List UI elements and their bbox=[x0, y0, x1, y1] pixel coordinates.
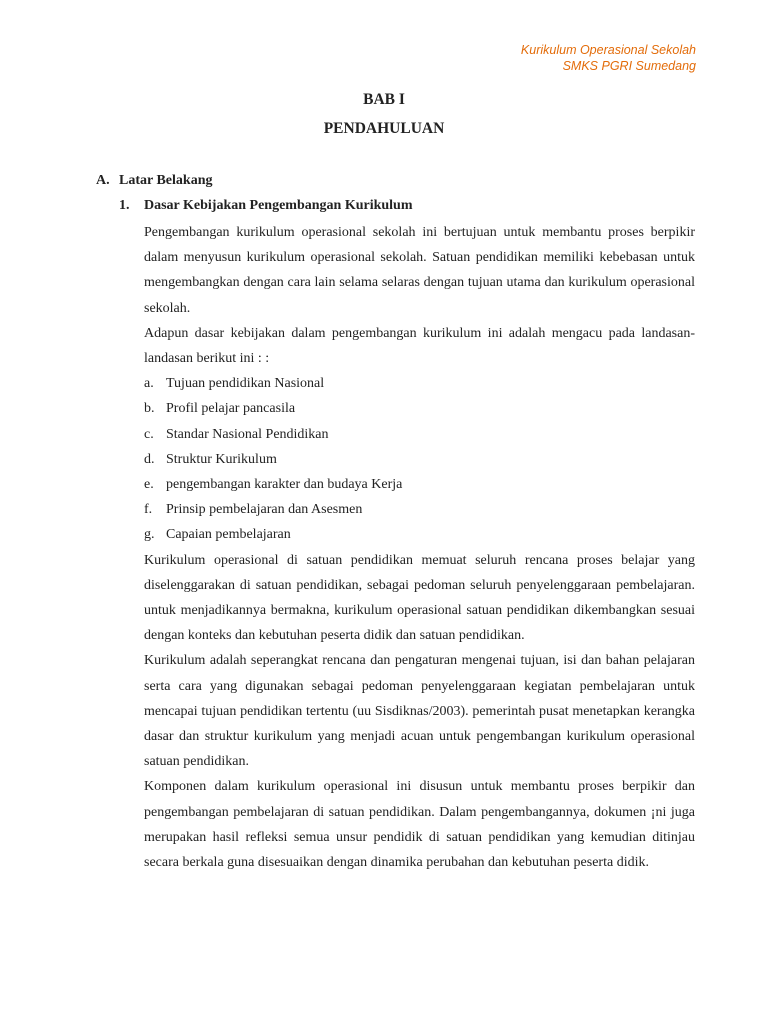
paragraph-basis: Adapun dasar kebijakan dalam pengembangan kurikulum ini adalah mengacu pada landasan-landasan berikut ini : : bbox=[144, 325, 695, 367]
list-marker: g. bbox=[144, 527, 155, 543]
subsection-marker: 1. bbox=[119, 198, 130, 213]
list-marker: b. bbox=[144, 401, 155, 417]
list-text: pengembangan karakter dan budaya Kerja bbox=[166, 476, 403, 492]
list-item bbox=[144, 447, 695, 472]
list-marker: c. bbox=[144, 426, 154, 442]
page-header bbox=[521, 42, 696, 74]
paragraph-operational: Kurikulum operasional di satuan pendidikan memuat seluruh rencana proses belajar yang diselenggarakan di satuan pendidikan, sebagai pedoman seluruh penyelenggaraan pembelajaran. untuk menjadikannya bermakna, kurikulum operasional satuan pendidikan dikembangkan sesuai dengan konteks dan kebutuhan peserta didik dan satuan pendidikan. bbox=[144, 552, 695, 644]
subsection-title: Dasar Kebijakan Pengembangan Kurikulum bbox=[144, 198, 413, 213]
chapter-title: PENDAHULUAN bbox=[323, 120, 445, 137]
basis-list bbox=[144, 371, 695, 547]
section-title: Latar Belakang bbox=[119, 173, 213, 188]
list-text: Struktur Kurikulum bbox=[166, 451, 277, 467]
section-heading bbox=[96, 173, 212, 189]
list-item bbox=[144, 422, 695, 447]
list-text: Profil pelajar pancasila bbox=[166, 401, 296, 417]
list-item bbox=[144, 497, 695, 522]
list-marker: a. bbox=[144, 376, 154, 392]
list-item bbox=[144, 396, 695, 421]
body-content bbox=[144, 220, 695, 875]
list-item bbox=[144, 472, 695, 497]
list-marker: f. bbox=[144, 502, 153, 518]
list-text: Tujuan pendidikan Nasional bbox=[166, 376, 325, 392]
paragraph-intro: Pengembangan kurikulum operasional sekolah ini bertujuan untuk membantu proses berpikir dalam menyusun kurikulum operasional sekolah. Satuan pendidikan memiliki kebebasan untuk mengembangkan dengan cara lain selama selaras dengan tujuan utama dan kurikulum operasional sekolah. bbox=[144, 225, 695, 316]
list-text: Standar Nasional Pendidikan bbox=[166, 426, 329, 442]
list-item bbox=[144, 522, 695, 547]
chapter-number: BAB I bbox=[363, 91, 405, 108]
header-title: Kurikulum Operasional Sekolah bbox=[520, 43, 696, 57]
list-text: Prinsip pembelajaran dan Asesmen bbox=[166, 502, 363, 518]
list-item bbox=[144, 371, 695, 396]
list-text: Capaian pembelajaran bbox=[166, 527, 291, 543]
paragraph-components: Komponen dalam kurikulum operasional ini disusun untuk membantu proses berpikir dan pengembangan pembelajaran di satuan pendidikan. Dalam pengembangannya, dokumen ¡ni juga merupakan hasil refleksi semua unsur pendidik di satuan pendidikan yang kemudian ditinjau secara berkala guna disesuaikan dengan dinamika perubahan dan kebutuhan peserta didik. bbox=[144, 779, 695, 870]
list-marker: e. bbox=[144, 476, 154, 492]
paragraph-definition: Kurikulum adalah seperangkat rencana dan pengaturan mengenai tujuan, isi dan bahan pelajaran serta cara yang digunakan sebagai pedoman penyelenggaraan kegiatan pembelajaran untuk mencapai tujuan pendidikan tertentu (uu Sisdiknas/2003). pemerintah pusat menetapkan kerangka dasar dan struktur kurikulum yang menjadi acuan untuk pengembangan kurikulum operasional satuan pendidikan. bbox=[144, 653, 695, 770]
header-school: SMKS PGRI Sumedang bbox=[562, 59, 696, 73]
section-marker: A. bbox=[96, 173, 110, 188]
subsection-heading bbox=[119, 198, 413, 214]
list-marker: d. bbox=[144, 451, 155, 467]
